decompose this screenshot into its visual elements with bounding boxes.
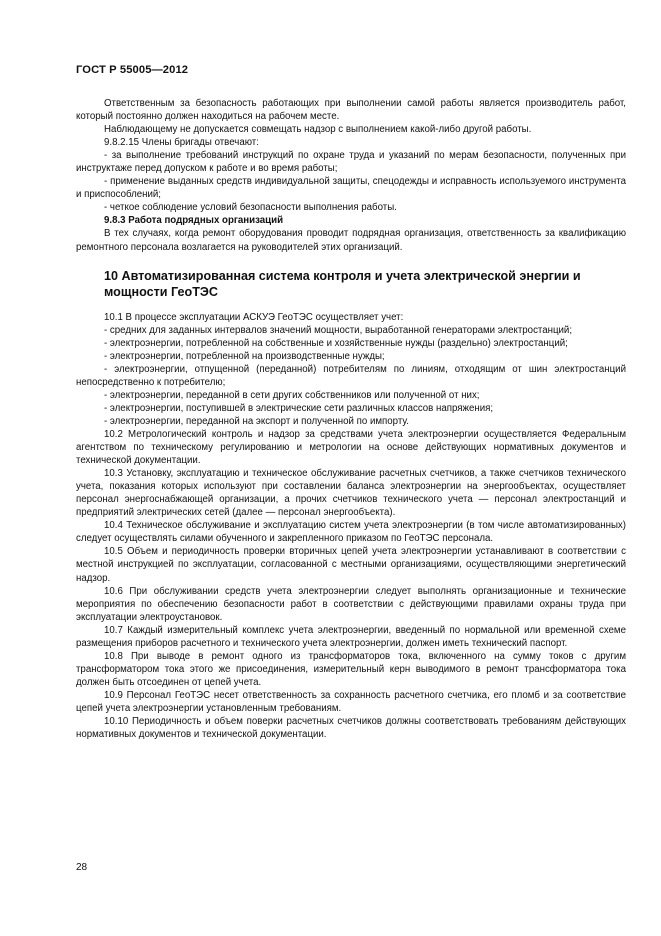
list-item: - электроэнергии, переданной в сети других собственников или полученной от них; xyxy=(104,389,480,401)
section-heading: 10 Автоматизированная система контроля и учета электрической энергии и мощности ГеоТЭС xyxy=(104,268,581,299)
paragraph: 10.8 При выводе в ремонт одного из трансформаторов тока, включенного на сумму токов с другим трансформатором тока этого же присоединения, измерительный керн выводимого в ремонт трансформатора тока должен быть отсоединен от цепей учета. xyxy=(76,650,626,688)
list-item: - четкое соблюдение условий безопасности выполнения работы. xyxy=(104,202,397,214)
list-item: - электроэнергии, поступившей в электрические сети различных классов напряжения; xyxy=(104,402,494,414)
list-item: - электроэнергии, потребленной на собственные и хозяйственные нужды (раздельно) электростанций; xyxy=(104,337,568,349)
paragraph: 10.3 Установку, эксплуатацию и техническое обслуживание расчетных счетчиков, а также счетчиков технического учета, показания которых используют при составлении баланса электроэнергии на энергообъектах, осуществляет персонал энергоснабжающей организации, а прочих счетчиков технического учета — персонал электростанций и предприятий электрических сетей (далее — персонал энергообъекта). xyxy=(76,468,626,519)
paragraph: 10.9 Персонал ГеоТЭС несет ответственность за сохранность расчетного счетчика, его пломб и за соответствие цепей учета электроэнергии установленным требованиям. xyxy=(76,689,626,714)
list-item: - средних для заданных интервалов значений мощности, выработанной генераторами электростанций; xyxy=(104,324,573,336)
document-header: ГОСТ Р 55005—2012 xyxy=(76,64,189,76)
subsection-heading: 9.8.3 Работа подрядных организаций xyxy=(104,215,284,227)
paragraph: 10.10 Периодичность и объем поверки расчетных счетчиков должны соответствовать требованиям действующих нормативных документов и технической документации. xyxy=(76,716,626,741)
list-item: - применение выданных средств индивидуальной защиты, спецодежды и исправность используемого инструмента и приспособлений; xyxy=(76,176,626,201)
page-content xyxy=(76,97,626,741)
list-item: - за выполнение требований инструкций по охране труда и указаний по мерам безопасности, полученных при инструктаже перед допуском к работе и во время работы; xyxy=(76,150,626,175)
paragraph: 10.5 Объем и периодичность проверки вторичных цепей учета электроэнергии устанавливают в соответствии с местной инструкцией по эксплуатации, согласованной с местными организациями, осуществляющими энергетический надзор. xyxy=(76,546,626,584)
paragraph: 10.1 В процессе эксплуатации АСКУЭ ГеоТЭС осуществляет учет: xyxy=(104,311,404,323)
page-number: 28 xyxy=(76,862,88,873)
paragraph: 10.7 Каждый измерительный комплекс учета электроэнергии, введенный по нормальной или временной схеме размещения приборов расчетного и технического учета электроэнергии, должен иметь технический паспорт. xyxy=(76,624,626,649)
paragraph: 10.4 Техническое обслуживание и эксплуатацию систем учета электроэнергии (в том числе автоматизированных) следует осуществлять силами обученного и закрепленного приказом по ГеоТЭС персонала. xyxy=(76,520,626,545)
paragraph: 9.8.2.15 Члены бригады отвечают: xyxy=(104,137,259,149)
list-item: - электроэнергии, переданной на экспорт и полученной по импорту. xyxy=(104,415,409,427)
paragraph: Наблюдающему не допускается совмещать надзор с выполнением какой-либо другой работы. xyxy=(104,124,532,136)
list-item: - электроэнергии, потребленной на производственные нужды; xyxy=(104,350,385,362)
paragraph: 10.6 При обслуживании средств учета электроэнергии следует выполнять организационные и технические мероприятия по обеспечению безопасности работ в соответствии с действующими правилами охраны труда при эксплуатации электроустановок. xyxy=(76,585,626,623)
list-item: - электроэнергии, отпущенной (переданной) потребителям по линиям, отходящим от шин электростанций непосредственно к потребителю; xyxy=(76,363,626,388)
paragraph: Ответственным за безопасность работающих при выполнении самой работы является производитель работ, который постоянно должен находиться на рабочем месте. xyxy=(76,98,626,123)
paragraph: В тех случаях, когда ремонт оборудования проводит подрядная организация, ответственность за квалификацию ремонтного персонала возлагается на руководителей этих организаций. xyxy=(76,228,626,253)
paragraph: 10.2 Метрологический контроль и надзор за средствами учета электроэнергии осуществляется Федеральным агентством по техническому регулированию и метрологии на основе действующих нормативных документов и технической документации. xyxy=(76,428,626,467)
